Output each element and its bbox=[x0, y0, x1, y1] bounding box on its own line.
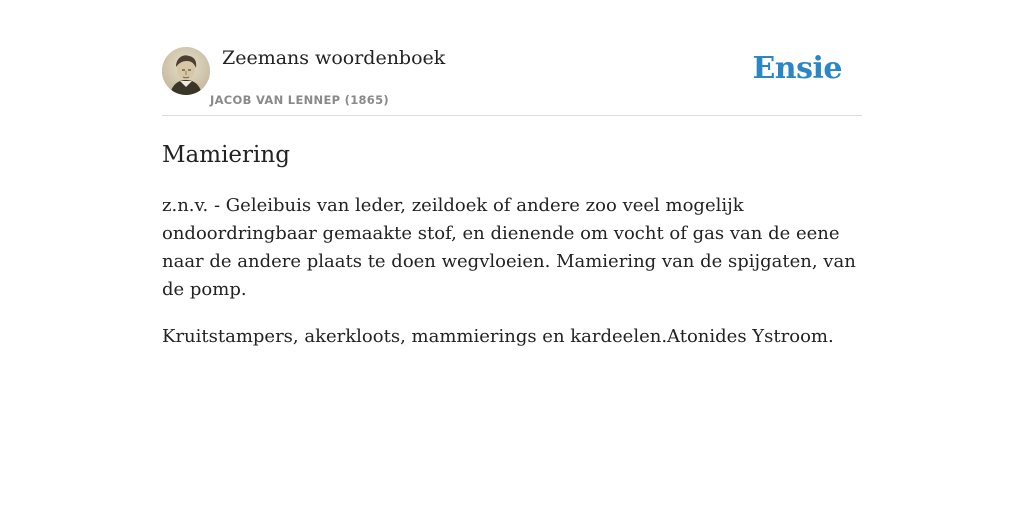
entry-title: Mamiering bbox=[162, 142, 290, 168]
entry-quote: Kruitstampers, akerkloots, mammierings en kardeelen.Atonides Ystroom. bbox=[162, 326, 834, 347]
source-header bbox=[162, 0, 862, 116]
source-author[interactable]: JACOB VAN LENNEP (1865) bbox=[210, 93, 389, 107]
author-avatar[interactable] bbox=[162, 47, 210, 95]
dictionary-card bbox=[162, 0, 862, 351]
entry-definition: z.n.v. - Geleibuis van leder, zeildoek of andere zoo veel mogelijk ondoordringbaar gemaakte stof, en dienende om vocht of gas van de eene naar de andere plaats te doen wegvloeien. Mamiering van de spijgaten, van de pomp. bbox=[162, 195, 856, 300]
source-title[interactable]: Zeemans woordenboek bbox=[222, 47, 446, 69]
ensie-logo[interactable]: Ensie bbox=[752, 51, 842, 86]
portrait-icon bbox=[162, 47, 210, 95]
